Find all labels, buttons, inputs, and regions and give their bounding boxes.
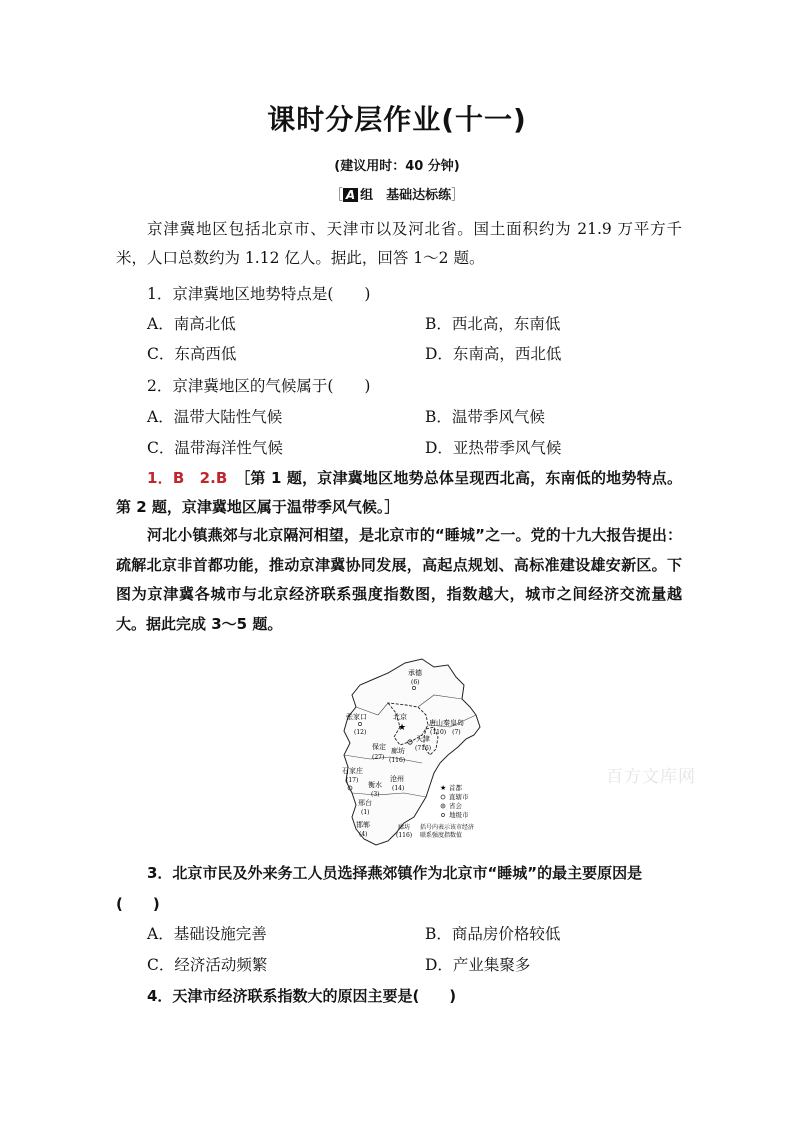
map-label-baoding: 保定 [372, 743, 386, 751]
map-label-chengde: 承德 [408, 669, 422, 677]
group-heading [0, 184, 794, 203]
map-label-tangshan-qinhuangdao: 唐山秦皇岛 [429, 719, 464, 727]
legend-prefecture-city-label: 地级市 [449, 811, 469, 819]
jingjinji-map [330, 655, 500, 850]
map-value-xingtai: (1) [361, 809, 370, 816]
legend-note-line-1: 括号内表示该市经济 [420, 824, 475, 831]
answer-1-2 [116, 464, 682, 521]
map-value-cangzhou: (14) [392, 785, 405, 792]
question-1-stem: 1．京津冀地区地势特点是( ) [147, 285, 371, 303]
map-value-handan: (4) [359, 831, 368, 838]
map-value-tianjin: (716) [415, 745, 432, 752]
intro-paragraph-2: 河北小镇燕郊与北京隔河相望，是北京市的“睡城”之一。党的十九大报告提出：疏解北京非首都功能，推动京津冀协同发展，高起点规划、高标准建设雄安新区。下图为京津冀各城市与北京经济联系强度指数图，指数越大，城市之间经济交流量越大。据此完成 3～5 题。 [116, 526, 682, 633]
answer-explanation: ［第 1 题，京津冀地区地势总体呈现西北高，东南低的地势特点。第 2 题，京津冀地区属于温带季风气候。］ [116, 469, 682, 516]
map-label-langfang: 廊坊 [391, 747, 405, 755]
group-label: 组 基础达标练 [360, 188, 452, 203]
answer-key: 1．B 2.B [147, 469, 228, 487]
intro-paragraph-1: 京津冀地区包括北京市、天津市以及河北省。国土面积约为 21.9 万平方千米，人口总数约为 1.12 亿人。据此，回答 1～2 题。 [116, 220, 682, 267]
group-bracket-open: ［ [329, 188, 343, 203]
question-4-stem: 4．天津市经济联系指数大的原因主要是( ) [147, 987, 457, 1005]
legend-prefecture-city-icon [442, 814, 445, 817]
map-label-hengshui: 衡水 [368, 781, 382, 789]
map-value-zhangjiakou: (12) [354, 729, 367, 736]
map-value-chengde: (6) [411, 679, 420, 686]
page-title: 课时分层作业(十一) [267, 103, 527, 136]
question-3-option-a: A．基础设施完善 [147, 925, 267, 943]
map-value-baoding: (27) [372, 754, 385, 761]
legend-example-value: (116) [396, 832, 413, 839]
map-label-xingtai: 邢台 [358, 799, 372, 807]
map-label-zhangjiakou: 张家口 [346, 713, 367, 721]
legend-municipality-icon [441, 795, 445, 799]
map-value-langfang: (116) [389, 757, 406, 764]
question-2-option-c: C．温带海洋性气候 [147, 439, 283, 457]
map-label-handan: 邯郸 [356, 821, 370, 829]
question-1-option-c: C．东高西低 [147, 345, 237, 363]
question-2-stem: 2．京津冀地区的气候属于( ) [147, 377, 371, 395]
question-2-option-d: D．亚热带季风气候 [425, 439, 562, 457]
question-1-option-d: D．东南高，西北低 [425, 345, 562, 363]
group-bracket-close: ］ [451, 188, 465, 203]
question-1-option-a: A．南高北低 [147, 315, 236, 333]
question-3-paren: ( ) [116, 895, 160, 913]
legend-example-name: 廊坊 [398, 824, 411, 831]
question-2-option-b: B．温带季风气候 [425, 408, 545, 426]
question-3-stem: 3．北京市民及外来务工人员选择燕郊镇作为北京市“睡城”的最主要原因是 [147, 864, 643, 882]
question-1-option-b: B．西北高，东南低 [425, 315, 561, 333]
map-value-shijiazhuang: (17) [346, 777, 359, 784]
map-label-cangzhou: 沧州 [390, 775, 404, 783]
legend-capital-label: 首都 [449, 784, 462, 792]
map-label-beijing: 北京 [393, 713, 407, 721]
question-3-option-d: D．产业集聚多 [425, 956, 531, 974]
map-label-tianjin: 天津 [416, 735, 430, 743]
question-2-option-a: A．温带大陆性气候 [147, 408, 283, 426]
question-3-option-b: B．商品房价格较低 [425, 925, 561, 943]
map-value-hengshui: (3) [371, 791, 380, 798]
map-value-tangshan-qinhuangdao: (110) (7) [430, 729, 461, 736]
time-suggestion: (建议用时：40 分钟) [334, 159, 460, 174]
legend-note-line-2: 联系强度指数值 [420, 832, 463, 839]
question-3-option-c: C．经济活动频繁 [147, 956, 268, 974]
map-label-shijiazhuang: 石家庄 [342, 767, 363, 775]
legend-capital-icon: ★ [440, 784, 447, 792]
legend-provincial-capital-label: 省会 [449, 802, 462, 810]
group-tag: A [343, 188, 358, 202]
watermark: 百方文库网 [606, 767, 696, 787]
capital-star-icon: ★ [398, 723, 407, 733]
legend-municipality-label: 直辖市 [449, 793, 469, 801]
